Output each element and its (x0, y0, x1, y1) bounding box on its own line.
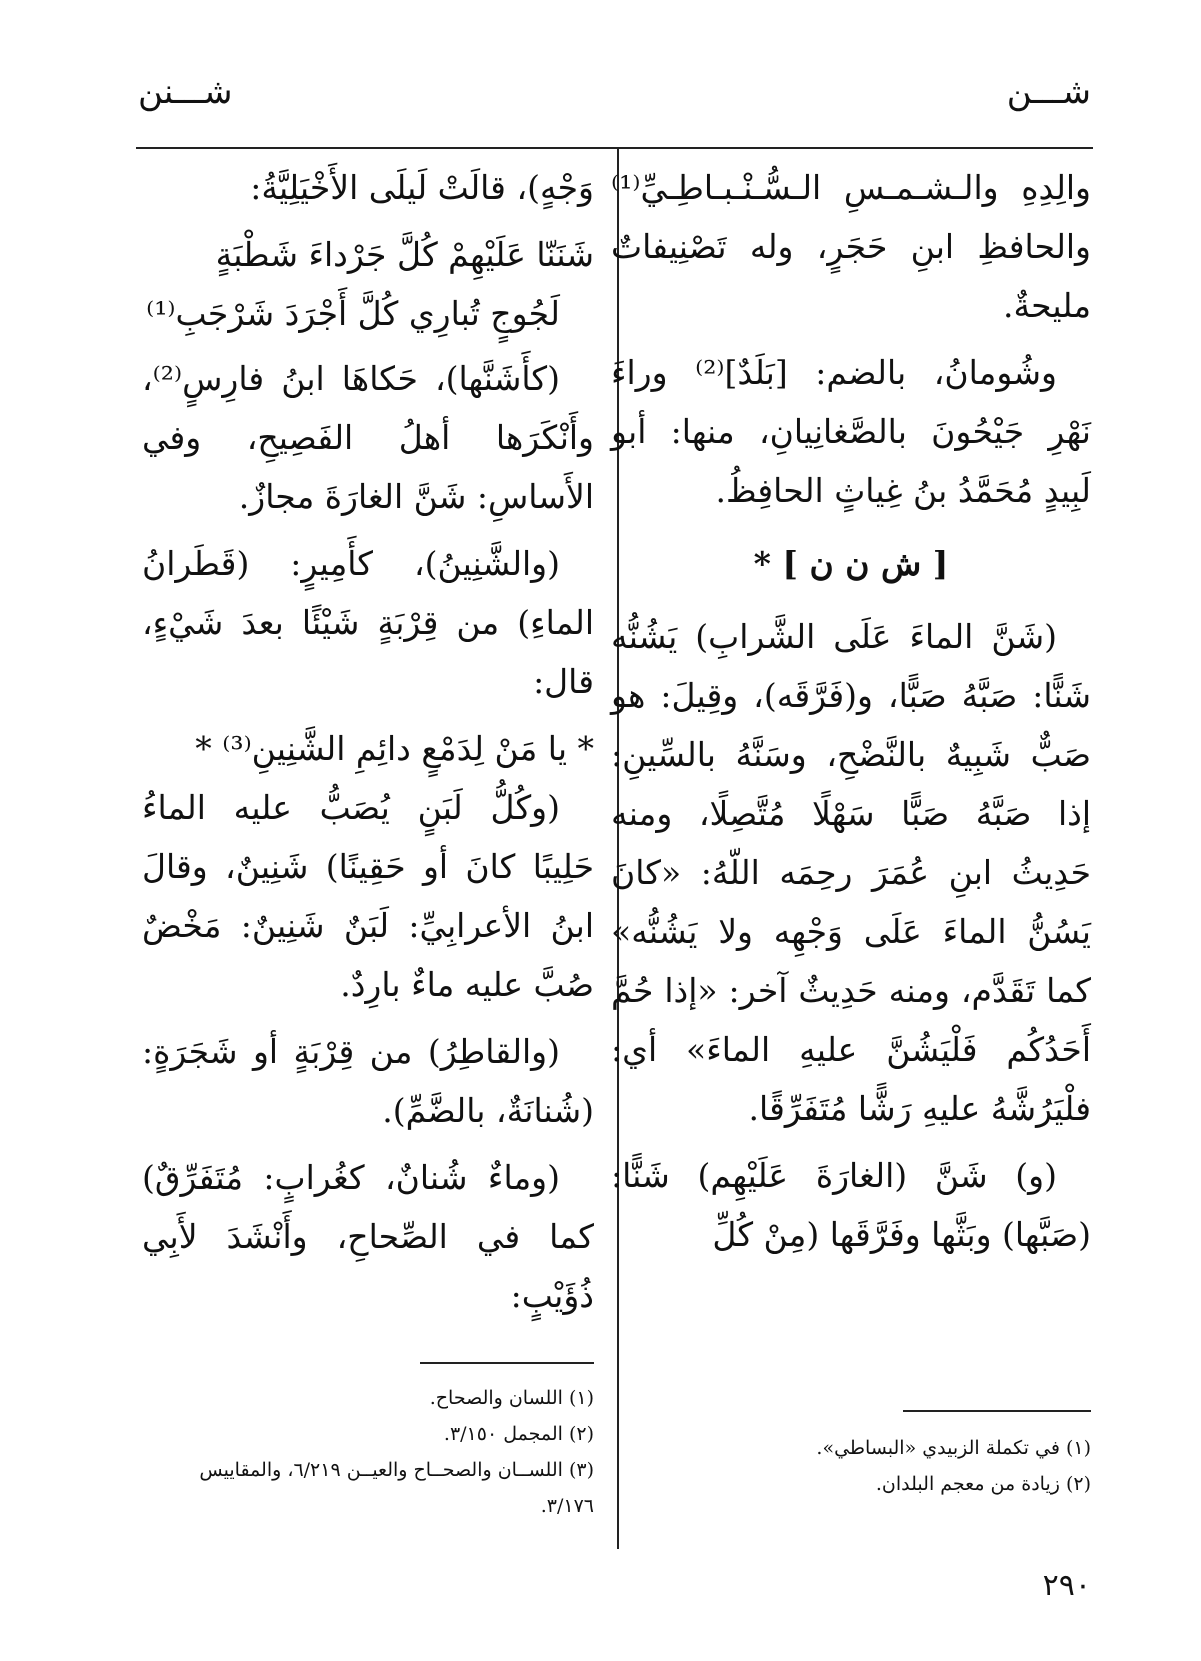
paragraph: (و) شَنَّ (الغارَةَ عَلَيْهِم) شَنًّا: (صَبَّها) وبَثَّها وفَرَّقَها (مِنْ كُلِّ (611, 1156, 1091, 1254)
verse: * يا مَنْ لِدَمْعٍ دائِمِ الشَّنِينِ⁽³⁾ * (195, 729, 594, 768)
paragraph: وشُومانُ، بالضم: [بَلَدٌ]⁽²⁾ وراءَ نَهْرِ جَيْحُونَ بالصَّغانِيانِ، منها: أبو لَبِيدٍ مُحَمَّدُ بنُ غِياثٍ الحافِظُ. (611, 353, 1091, 510)
paragraph: (وماءٌ شُنانٌ، كغُرابٍ: مُتَفَرِّقٌ) كما في الصِّحاحِ، وأَنْشَدَ لأَبِي ذُؤَيْبٍ: (142, 1158, 594, 1315)
footnote: (١) اللسان والصحاح. (429, 1387, 594, 1409)
footnote: (٢) زيادة من معجم البلدان. (875, 1473, 1091, 1495)
paragraph: (كأَشَنَّها)، حَكاهَا ابنُ فارِسٍ⁽²⁾، وأَنْكَرَها أهلُ الفَصِيحِ، وفي الأَساسِ: شَنَّ الغارَةَ مجازٌ. (142, 359, 594, 516)
footnotes-left (142, 1380, 594, 1524)
paragraph: والِدِهِ والـشـمـسِ الـسُّـنْـبـاطِـيِّ⁽¹⁾ والحافظِ ابنِ حَجَرٍ، وله تَصْنِيفاتٌ مليحةٌ. (611, 168, 1091, 325)
footnote-rule-left (420, 1362, 594, 1364)
right-column (611, 158, 1091, 1272)
paragraph: (وكُلُّ لَبَنٍ يُصَبُّ عليه الماءُ حَلِيبًا كانَ أو حَقِينًا) شَنِينٌ، وقالَ ابنُ الأعرابِيِّ: لَبَنٌ شَنِينٌ: مَخْضٌ صُبَّ عليه ماءٌ بارِدٌ. (142, 788, 594, 1004)
page-number: ٢٩٠ (1042, 1568, 1091, 1603)
footnotes-right (611, 1430, 1091, 1502)
entry-heading: [ ش ن ن ] * (753, 544, 949, 583)
footnote: (٢) المجمل ٣/١٥٠. (443, 1423, 594, 1445)
verse-hemistich: لَجُوجٍ تُبارِي كُلَّ أَجْرَدَ شَرْجَبِ⁽¹⁾ (146, 294, 560, 333)
running-head-left: شـــنن (138, 72, 233, 112)
verse-hemistich: شَنَنّا عَلَيْهِمْ كُلَّ جَرْداءَ شَطْبَةٍ (215, 235, 594, 274)
running-head-right: شـــن (1006, 72, 1091, 112)
footnote-rule-right (903, 1410, 1091, 1412)
paragraph: (والقاطِرُ) من قِرْبَةٍ أو شَجَرَةٍ: (شُنانَةٌ، بالضَّمِّ). (142, 1032, 594, 1130)
paragraph: (شَنَّ الماءَ عَلَى الشَّرابِ) يَشُنُّه شَنًّا: صَبَّهُ صَبًّا، و(فَرَّقَه)، وقِيلَ: هو صَبٌّ شَبِيهٌ بالنَّضْحِ، وسَنَّهُ بالسِّينِ: إذا صَبَّهُ صَبًّا سَهْلًا مُتَّصِلًا، ومنه حَدِيثُ ابنِ عُمَرَ رحِمَه اللّهُ: «كانَ يَسُنُّ الماءَ عَلَى وَجْهِه ولا يَشُنُّه» كما تَقَدَّم، ومنه حَدِيثٌ آخر: «إذا حُمَّ أَحَدُكُم فَلْيَشُنَّ عليهِ الماءَ» أي: فلْيَرُشَّهُ عليهِ رَشًّا مُتَفَرِّقًا. (611, 617, 1091, 1128)
footnote: (١) في تكملة الزبيدي «البساطي». (816, 1437, 1091, 1459)
header-rule (136, 147, 1093, 149)
paragraph: (والشَّنِينُ)، كأَمِيرٍ: (قَطَرانُ الماءِ) من قِرْبَةٍ شَيْئًا بعدَ شَيْءٍ، قال: (142, 544, 594, 701)
footnote: (٣) اللســان والصحــاح والعيــن ٦/٢١٩، والمقاييس ٣/١٧٦. (199, 1459, 594, 1517)
paragraph: وَجْهٍ)، قالَتْ لَيلَى الأَخْيَلِيَّةُ: (250, 168, 594, 207)
left-column (142, 158, 594, 1333)
